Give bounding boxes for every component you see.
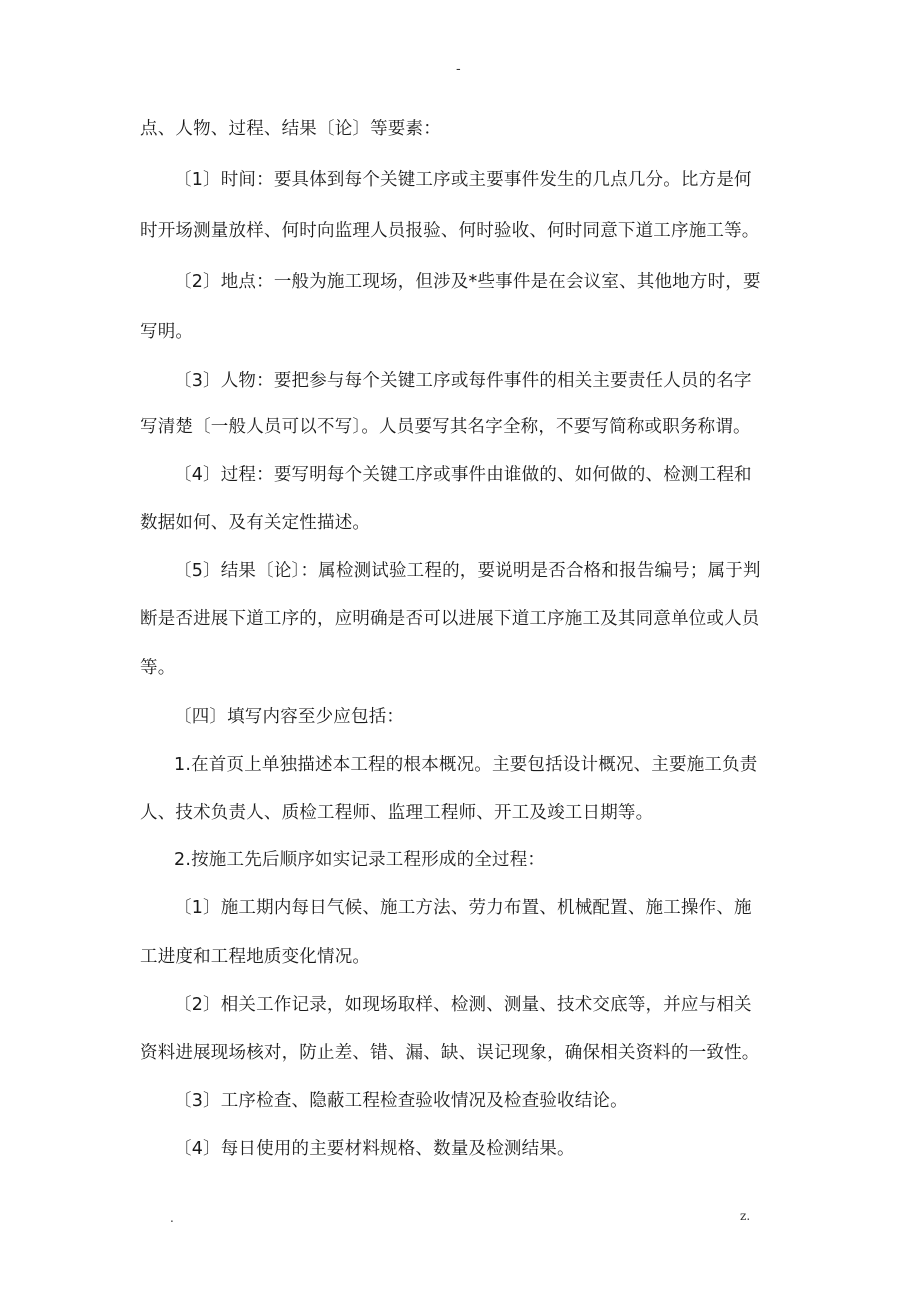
text-line: 〔4〕每日使用的主要材料规格、数量及检测结果。 (174, 1139, 575, 1159)
text-line: 写清楚〔一般人员可以不写〕。人员要写其名字全称，不要写简称或职务称谓。 (140, 417, 751, 437)
text-line: 〔3〕工序检查、隐蔽工程检查验收情况及检查验收结论。 (174, 1091, 628, 1111)
text-line: 〔1〕时间：要具体到每个关键工序或主要事件发生的几点几分。比方是何 (174, 170, 752, 190)
text-line: 人、技术负责人、质检工程师、监理工程师、开工及竣工日期等。 (140, 803, 654, 823)
text-line: 工进度和工程地质变化情况。 (140, 947, 371, 967)
page-header-mark: - (456, 62, 461, 77)
text-line: 〔4〕过程：要写明每个关键工序或事件由谁做的、如何做的、检测工程和 (174, 465, 752, 485)
text-line: 〔四〕填写内容至少应包括： (174, 707, 405, 727)
text-line: 〔2〕相关工作记录，如现场取样、检测、测量、技术交底等，并应与相关 (174, 995, 752, 1015)
text-line: 2.按施工先后顺序如实记录工程形成的全过程： (174, 850, 546, 870)
text-line: 〔2〕地点：一般为施工现场，但涉及*些事件是在会议室、其他地方时，要 (174, 272, 761, 292)
text-line: 断是否进展下道工序的，应明确是否可以进展下道工序施工及其同意单位或人员 (140, 609, 760, 629)
text-line: 〔5〕结果〔论〕：属检测试验工程的，要说明是否合格和报告编号；属于判 (174, 561, 761, 581)
text-line: 数据如何、及有关定性描述。 (140, 513, 371, 533)
text-line: 资料进展现场核对，防止差、错、漏、缺、误记现象，确保相关资料的一致性。 (140, 1043, 760, 1063)
page-footer-left: . (170, 1211, 174, 1225)
text-line: 写明。 (140, 322, 194, 342)
text-line: 〔3〕人物：要把参与每个关键工序或每件事件的相关主要责任人员的名字 (174, 371, 752, 391)
text-line: 等。 (140, 658, 176, 678)
text-line: 1.在首页上单独描述本工程的根本概况。主要包括设计概况、主要施工负责 (174, 755, 758, 775)
page-footer-right: z. (740, 1209, 751, 1223)
text-line: 时开场测量放样、何时向监理人员报验、何时验收、何时同意下道工序施工等。 (140, 221, 760, 241)
text-line: 〔1〕施工期内每日气候、施工方法、劳力布置、机械配置、施工操作、施 (174, 898, 752, 918)
text-line: 点、人物、过程、结果〔论〕等要素： (140, 119, 441, 139)
